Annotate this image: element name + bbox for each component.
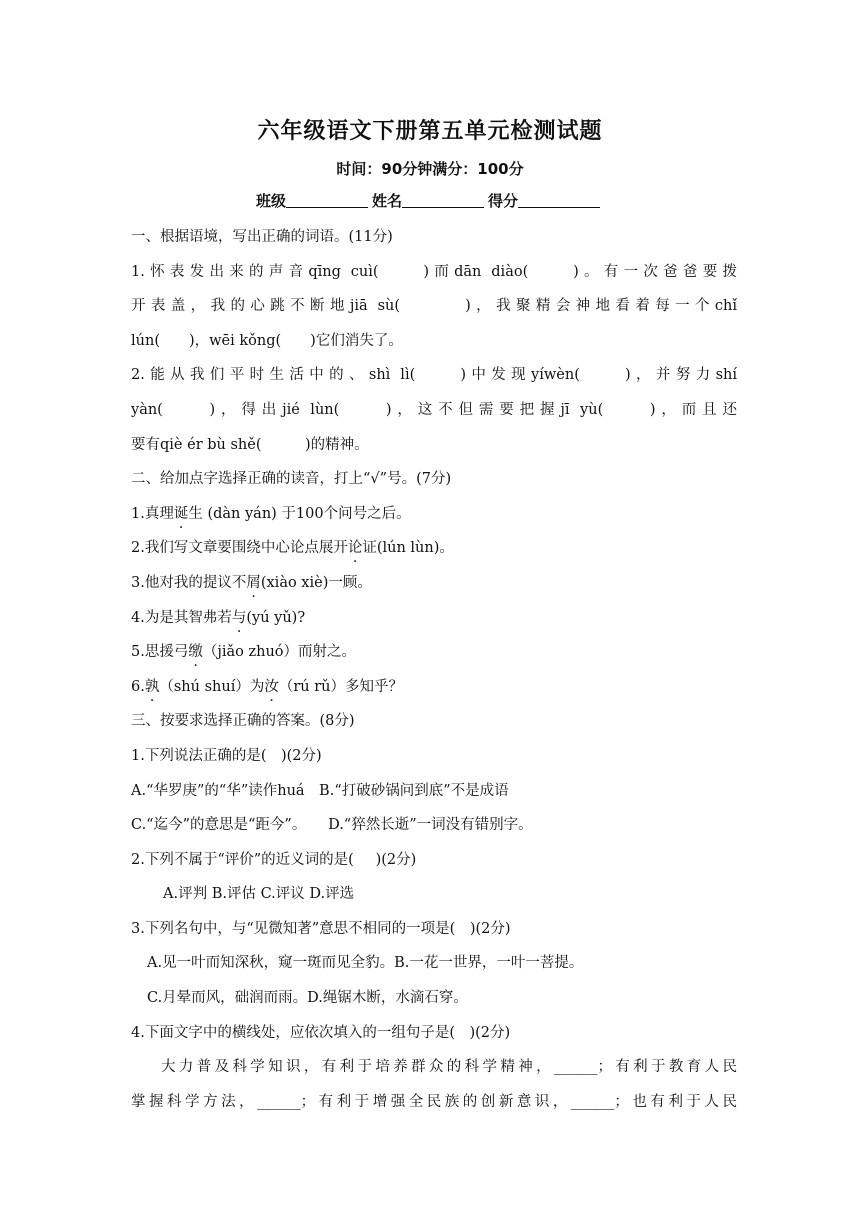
line-text: 二、给加点字选择正确的读音，打上“√”号。(7分) [131, 471, 452, 488]
exam-body [131, 220, 737, 1119]
exam-time-score: 时间：90分钟满分：100分 [336, 160, 524, 178]
line-text: 5.思援弓 [131, 644, 189, 661]
line-text: (xiào xiè)一顾。 [260, 574, 372, 591]
exam-line [131, 566, 737, 601]
dotted-character: 诞 [173, 505, 189, 522]
dotted-character: 孰 [144, 678, 160, 695]
line-text: 三、按要求选择正确的答案。(8分) [131, 713, 355, 730]
exam-line [131, 497, 737, 532]
line-text: lún( )，wēi kǒng( )它们消失了。 [131, 332, 403, 349]
line-text: 2.能从我们平时生活中的、shì lì( )中发现yíwèn( )，并努力shí [131, 367, 737, 384]
line-text: 3.他对我的提议不 [131, 574, 247, 591]
line-text: 4.为是其智弗若 [131, 609, 232, 626]
line-text: 要有qiè ér bù shě( )的精神。 [131, 436, 369, 453]
line-text: (yú yǔ)? [246, 609, 306, 626]
dotted-character: 缴 [188, 644, 203, 661]
exam-line [131, 739, 737, 774]
exam-line [131, 1016, 737, 1051]
exam-line [131, 877, 737, 912]
line-text: 大力普及科学知识，有利于培养群众的科学精神，______；有利于教育人民 [161, 1059, 737, 1076]
dotted-character: 屑 [246, 574, 261, 591]
line-text: 1.怀表发出来的声音qīng cuì( )而dān diào( )。有一次爸爸要拨 [131, 263, 737, 280]
exam-line [131, 393, 737, 428]
line-text: A.见一叶而知深秋，窥一斑而见全豹。B.一花一世界，一叶一菩提。 [147, 955, 584, 972]
name-label: 姓名 [371, 192, 402, 210]
line-text: 掌握科学方法，______；有利于增强全民族的创新意识，______；也有利于人民 [131, 1093, 737, 1110]
line-text: C.“迄今”的意思是“距今”。 D.“猝然长逝”一词没有错别字。 [131, 817, 533, 834]
line-text: 6. [131, 678, 145, 695]
exam-line [131, 531, 737, 566]
line-text: 4.下面文字中的横线处，应依次填入的一组句子是( )(2分) [131, 1024, 511, 1041]
line-text: 生 (dàn yán) 于100个问号之后。 [188, 505, 411, 522]
page-title: 六年级语文下册第五单元检测试题 [257, 119, 603, 144]
exam-line [131, 635, 737, 670]
exam-line [131, 220, 737, 255]
dotted-character: 与 [231, 609, 247, 626]
exam-line [131, 912, 737, 947]
student-info-row [0, 190, 860, 211]
exam-line [131, 843, 737, 878]
line-text: 开表盖，我的心跳不断地jiā sù( )，我聚精会神地看着每一个chǐ [131, 298, 737, 315]
score-blank [518, 193, 600, 208]
line-text: 2.我们写文章要围绕中心论点展开 [131, 540, 348, 557]
class-label: 班级 [255, 192, 286, 210]
line-text: 1.下列说法正确的是( )(2分) [131, 747, 322, 764]
dotted-character: 论 [347, 540, 363, 557]
exam-line [131, 946, 737, 981]
exam-line [131, 808, 737, 843]
exam-line [131, 981, 737, 1016]
exam-line [131, 255, 737, 290]
exam-line [131, 462, 737, 497]
line-text: （rú rǔ）多知乎？ [278, 678, 403, 695]
line-text: 1.真理 [131, 505, 174, 522]
line-text: yàn( )，得出jié lùn( )，这不但需要把握jī yù( )，而且还 [131, 401, 737, 418]
line-text: 一、根据语境，写出正确的词语。(11分) [131, 229, 393, 245]
line-text: A.评判 B.评估 C.评议 D.评选 [163, 886, 355, 903]
line-text: C.月晕而风，础润而雨。D.绳锯木断，水滴石穿。 [147, 990, 468, 1007]
exam-line [131, 1050, 737, 1085]
dotted-character: 汝 [264, 678, 279, 695]
line-text: （shú shuí）为 [159, 678, 265, 695]
score-label: 得分 [488, 192, 519, 210]
line-text: A.“华罗庚”的“华”读作huá B.“打破砂锅问到底”不是成语 [131, 782, 509, 799]
line-text: 3.下列名句中，与“见微知著”意思不相同的一项是( )(2分) [131, 920, 511, 937]
name-blank [402, 193, 484, 208]
exam-line [131, 704, 737, 739]
exam-line [131, 670, 737, 705]
exam-line [131, 324, 737, 359]
class-blank [286, 193, 368, 208]
exam-line [131, 601, 737, 636]
line-text: 证(lún lùn)。 [362, 540, 454, 557]
exam-line [131, 358, 737, 393]
exam-line [131, 289, 737, 324]
line-text: （jiǎo zhuó）而射之。 [202, 644, 357, 661]
line-text: 2.下列不属于“评价”的近义词的是( )(2分) [131, 851, 417, 868]
exam-line [131, 428, 737, 463]
exam-line [131, 1085, 737, 1120]
exam-line [131, 774, 737, 809]
